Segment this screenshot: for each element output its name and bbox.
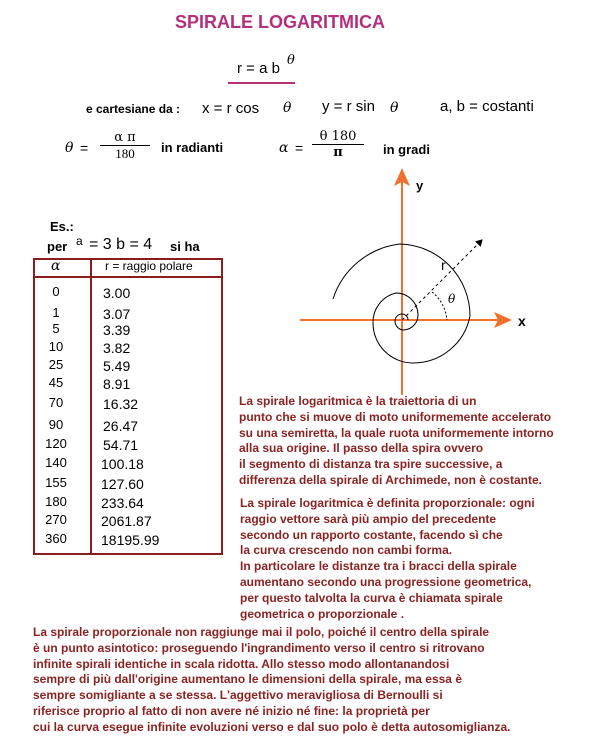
paragraph-line: alla sua origine. Il passo della spira ovvero (239, 441, 484, 456)
rad-label: in radianti (161, 140, 224, 155)
paragraph-line: differenza della spirale di Archimede, non è costante. (239, 472, 542, 487)
table-cell-alpha: 270 (45, 512, 67, 527)
paragraph-line: geometrica o proporzionale . (240, 606, 405, 621)
table-header-radius: r = raggio polare (105, 259, 193, 273)
table-cell-radius: 100.18 (101, 456, 144, 472)
constants-note: a, b = costanti (440, 98, 534, 115)
table-cell-radius: 233.64 (101, 495, 144, 511)
cartesian-prefix: e cartesiane da : (86, 102, 181, 116)
deg-equals: = (295, 140, 304, 156)
example-heading: Es.: (50, 219, 74, 234)
theta-arc (432, 292, 447, 320)
table-cell-alpha: 5 (52, 321, 60, 336)
table-cell-radius: 26.47 (103, 418, 139, 434)
rad-numerator: α π (100, 130, 150, 146)
rad-lhs-theta: θ (65, 140, 74, 156)
rad-denominator: 180 (115, 146, 135, 161)
paragraph-line: cui la curva esegue infinite evoluzioni verso e dal suo polo è detta autosomiglianza. (33, 719, 511, 734)
paragraph-line: riferisce proprio al fatto di non avere né inizio né fine: la proprietà per (33, 703, 430, 718)
deg-denominator: π (333, 145, 343, 160)
table-cell-radius: 54.71 (103, 437, 139, 453)
table-cell-alpha: 25 (48, 357, 64, 372)
table-cell-radius: 2061.87 (101, 513, 152, 529)
table-cell-radius: 3.00 (103, 285, 131, 301)
paragraph-line: il segmento di distanza tra spire successive, a (239, 457, 503, 472)
table-cell-radius: 3.07 (103, 306, 131, 322)
table-cell-radius: 3.82 (103, 340, 131, 356)
table-header-alpha: α (51, 258, 61, 274)
example-per: per (47, 239, 68, 254)
paragraph-line: secondo un rapporto costante, facendo sì che (240, 527, 503, 542)
table-cell-radius: 5.49 (103, 358, 131, 374)
main-formula-exponent: θ (287, 53, 295, 68)
paragraph-line: su una semiretta, la quale ruota uniformemente intorno (239, 425, 554, 440)
table-cell-alpha: 70 (48, 395, 64, 410)
theta-label: θ (448, 292, 456, 306)
table-cell-alpha: 45 (48, 375, 64, 390)
paragraph-line: infinite spirali identiche in scala ridotta. Allo stesso modo allontanandosi (33, 656, 450, 671)
paragraph-line: sempre somigliante a se stessa. L'aggettivo meravigliosa di Bernoulli si (33, 688, 443, 703)
paragraph-line: sempre di più dall'origine aumentano le dimensioni della spirale, ma essa è (33, 672, 462, 687)
table-cell-alpha: 1 (52, 305, 60, 320)
table-cell-alpha: 0 (52, 284, 60, 299)
table-cell-radius: 3.39 (103, 322, 131, 338)
paragraph-line: raggio vettore sarà più ampio del precedente (240, 511, 497, 526)
paragraph-2 (240, 496, 535, 622)
main-formula-lhs: r = a b (237, 60, 280, 77)
table-cell-alpha: 90 (48, 417, 64, 432)
cartesian-x-theta: θ (283, 100, 292, 116)
example-si-ha: si ha (170, 239, 200, 254)
table-cell-alpha: 180 (45, 494, 67, 509)
table-cell-alpha: 360 (45, 531, 67, 546)
table-cell-radius: 16.32 (103, 396, 139, 412)
x-axis-label: x (518, 313, 526, 329)
table-cell-radius: 8.91 (103, 376, 131, 392)
paragraph-1 (239, 394, 554, 489)
table-cell-radius: 18195.99 (101, 532, 160, 548)
deg-lhs-alpha: α (279, 140, 289, 156)
paragraph-line: La spirale logaritmica è la traiettoria di un (239, 394, 477, 408)
deg-numerator: θ 180 (312, 129, 364, 145)
page-title: SPIRALE LOGARITMICA (175, 12, 385, 32)
table-cell-alpha: 10 (48, 339, 64, 354)
paragraph-line: è un punto asintotico: proseguendo l'ingrandimento verso il centro si ritrovano (33, 640, 485, 655)
deg-label: in gradi (383, 142, 430, 157)
paragraph-3 (33, 625, 510, 736)
cartesian-x-equation: x = r cos (202, 100, 260, 117)
table-cell-alpha: 140 (45, 455, 67, 470)
paragraph-line: In particolare le distanze tra i bracci della spirale (240, 559, 517, 574)
radius-label: r (441, 257, 446, 273)
paragraph-line: punto che si muove di moto uniformemente accelerato (239, 409, 552, 424)
example-a-label: a (76, 234, 83, 248)
table-cell-radius: 127.60 (101, 476, 144, 492)
paragraph-line: la curva crescendo non cambi forma. (240, 543, 453, 558)
cartesian-y-equation: y = r sin (322, 98, 375, 115)
table-cell-alpha: 155 (45, 475, 67, 490)
rad-equals: = (80, 140, 89, 156)
paragraph-line: La spirale proporzionale non raggiunge mai il polo, poiché il centro della spirale (33, 625, 490, 639)
example-params: = 3 b = 4 (89, 236, 153, 253)
y-axis-label: y (416, 178, 424, 193)
cartesian-y-theta: θ (390, 100, 399, 116)
paragraph-line: aumentano secondo una progressione geometrica, (240, 574, 532, 589)
table-cell-alpha: 120 (45, 436, 67, 451)
paragraph-line: per questo talvolta la curva è chiamata spirale (240, 590, 503, 605)
paragraph-line: La spirale logaritmica è definita proporzionale: ogni (240, 496, 535, 510)
